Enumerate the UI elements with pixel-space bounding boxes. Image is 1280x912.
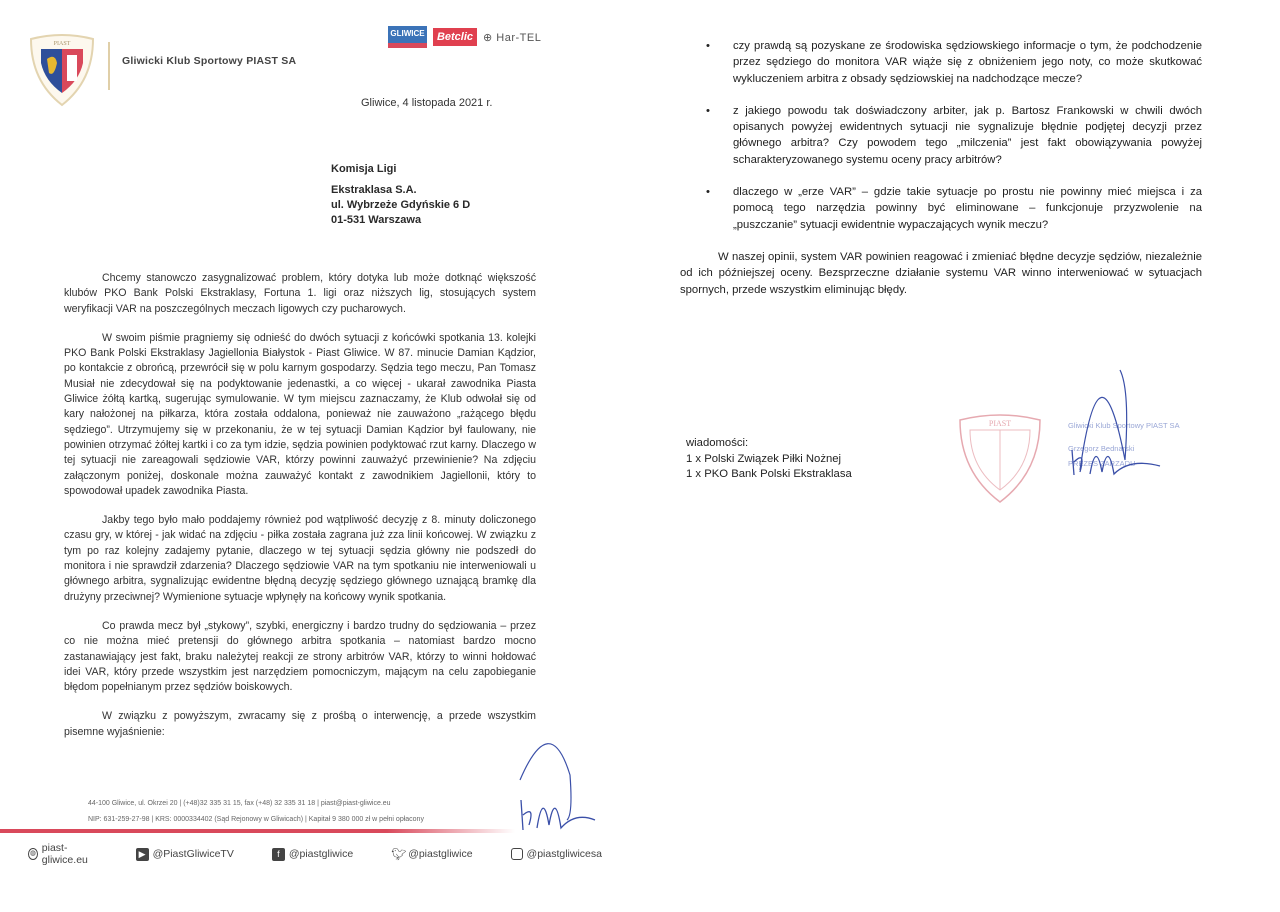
question-list bbox=[706, 38, 1202, 233]
stamp-text: PIAST bbox=[988, 419, 1012, 428]
social-links bbox=[28, 842, 640, 866]
signatory-title: PREZES ZARZĄDU bbox=[1068, 459, 1136, 468]
question-item bbox=[706, 38, 1202, 87]
cc-list bbox=[686, 436, 852, 483]
social-label: @PiastGliwiceTV bbox=[152, 848, 234, 860]
bullet-icon: • bbox=[706, 40, 710, 52]
social-twitter[interactable] bbox=[391, 842, 472, 866]
recipient-line: Komisja Ligi bbox=[331, 163, 397, 175]
social-facebook[interactable] bbox=[272, 842, 353, 866]
globe-icon: ⊕ bbox=[483, 31, 493, 44]
recipient-line: Ekstraklasa S.A. bbox=[331, 184, 417, 196]
instagram-icon bbox=[511, 848, 523, 860]
club-stamp bbox=[956, 412, 1044, 506]
social-label: @piastgliwice bbox=[288, 848, 354, 860]
sponsor-gliwice-logo: GLIWICE bbox=[388, 26, 427, 48]
recipient-line: ul. Wybrzeże Gdyńskie 6 D bbox=[331, 199, 471, 211]
paragraph: W związku z powyższym, zwracamy się z prośbą o interwencję, a przede wszystkim pisemne wyjaśnienie: bbox=[64, 710, 536, 738]
social-label: @piastgliwicesa bbox=[526, 848, 602, 860]
club-name: Gliwicki Klub Sportowy PIAST SA bbox=[122, 55, 297, 67]
letter-date: Gliwice, 4 listopada 2021 r. bbox=[361, 97, 493, 109]
bullet-icon: • bbox=[706, 186, 710, 199]
recipient-line: 01-531 Warszawa bbox=[331, 214, 422, 226]
social-youtube[interactable] bbox=[136, 842, 234, 866]
letter-body-page-1 bbox=[64, 271, 536, 754]
youtube-icon: ▶ bbox=[136, 848, 149, 861]
letter-body-page-2 bbox=[680, 38, 1202, 298]
closing-paragraph: W naszej opinii, system VAR powinien reagować i zmieniać błędne decyzje sędziów, niezależnie od ich późniejszej oceny. Bezsprzeczne działanie systemu VAR winno interweniować w sytuacjach spornych, przede wszystkim eliminując błędy. bbox=[680, 250, 1202, 296]
cc-item: 1 x PKO Bank Polski Ekstraklasa bbox=[686, 468, 852, 480]
social-instagram[interactable] bbox=[511, 842, 602, 866]
footer-divider bbox=[0, 829, 515, 833]
twitter-icon: 🐦︎ bbox=[391, 846, 407, 861]
globe-icon: ◍ bbox=[28, 848, 38, 860]
cc-heading: wiadomości: bbox=[686, 437, 749, 449]
footer-contact bbox=[88, 796, 424, 828]
question-item bbox=[706, 103, 1202, 168]
paragraph: Chcemy stanowczo zasygnalizować problem, który dotyka lub może dotknąć większość klubów PKO Bank Polski Ekstraklasy, Fortuna 1. ligi oraz niższych lig, stosujących system weryfikacji VAR na poszczególnych meczach ligowych czy pucharowych. bbox=[64, 272, 536, 315]
question-text: dlaczego w „erze VAR” – gdzie takie sytuacje po prostu nie powinny mieć miejsca i za pomocą tego narzędzia powinny być eliminowane – funkcjonuje przyzwolenie na „puszczanie” sytuacji ewidentnie wypaczających wynik meczu? bbox=[733, 186, 1202, 231]
signature-mark bbox=[515, 720, 615, 830]
question-item bbox=[706, 184, 1202, 233]
social-label: piast-gliwice.eu bbox=[41, 842, 88, 866]
sponsor-betclic-logo: Betclic bbox=[433, 28, 477, 46]
sponsor-logos bbox=[388, 26, 541, 48]
question-text: czy prawdą są pozyskane ze środowiska sędziowskiego informacje o tym, że podchodzenie przez sędziego do monitora VAR wiąże się z obniżeniem jego noty, co może skutkować wykluczeniem arbitra z obsady sędziowskiej na nadchodzące mecze? bbox=[733, 40, 1202, 85]
paragraph: Co prawda mecz był „stykowy”, szybki, energiczny i bardzo trudny do sędziowania – przez co nie można mieć pretensji do głównego arbitra spotkania – natomiast bardzo mocno zastanawiający jest fakt, braku należytej reakcji ze strony arbitrów VAR, którzy to winni hołdować idei VAR, który przede wszystkim jest narzędziem pomocniczym, mającym na celu zapobieganie błędom popełnianym przez sędziów boiskowych. bbox=[64, 619, 536, 694]
social-website[interactable] bbox=[28, 842, 98, 866]
signature-mark bbox=[1060, 350, 1210, 480]
recipient-address bbox=[331, 162, 470, 228]
facebook-icon: f bbox=[272, 848, 285, 861]
registry-line: NIP: 631-259-27-98 | KRS: 0000334402 (Sąd Rejonowy w Gliwicach) | Kapitał 9 380 000 zł w pełni opłacony bbox=[88, 816, 424, 823]
sponsor-hartel-logo bbox=[483, 31, 541, 44]
divider bbox=[108, 42, 110, 90]
contact-line: 44-100 Gliwice, ul. Okrzei 20 | (+48)32 335 31 15, fax (+48) 32 335 31 18 | piast@piast-gliwice.eu bbox=[88, 800, 391, 807]
bullet-icon: • bbox=[706, 104, 710, 117]
piast-crest-logo bbox=[27, 33, 97, 107]
svg-text:PIAST: PIAST bbox=[53, 41, 71, 47]
signatory-name: Grzegorz Bednarski bbox=[1068, 444, 1135, 453]
social-label: @piastgliwice bbox=[408, 848, 473, 860]
cc-item: 1 x Polski Związek Piłki Nożnej bbox=[686, 452, 842, 465]
paragraph: Jakby tego było mało poddajemy również pod wątpliwość decyzję z 8. minuty doliczonego czasu gry, w której - jak widać na zdjęciu - piłka została zagrana już zza linii końcowej. W związku z tym po raz kolejny zadajemy pytanie, dlaczego w tej sytuacji sędzia główny nie podszedł do monitora i nie sprawdził zdarzenia? Dlaczego sędziowie VAR na tym spotkaniu nie interweniowali u głównego arbitra, sygnalizując ewidentne błędną decyzję sędziego głównego uznającą bramkę dla drużyny przeciwnej? Wymienione sytuacje wpłynęły na końcowy wynik spotkania. bbox=[64, 514, 536, 603]
sponsor-hartel-label: Har-TEL bbox=[496, 31, 542, 44]
paragraph: W swoim piśmie pragniemy się odnieść do dwóch sytuacji z końcówki spotkania 13. kolejki PKO Bank Polski Ekstraklasy Jagiellonia Białystok - Piast Gliwice. W 87. minucie Damian Kądzior, po kontakcie z obrońcą, przewrócił się w polu karnym gospodarzy. Sędzia tego meczu, Pan Tomasz Musiał nie zdecydował się na podyktowanie jedenastki, a co więcej - ukarał zawodnika Piasta Gliwice żółtą kartką, sugerując symulowanie. W tym miejscu zaznaczamy, że Klub odwołał się od kary nałożonej na piłkarza, która została oddalona, ponieważ nie zauważono „rażącego błędu sędziego”. Utrzymujemy się w przekonaniu, że w tej sytuacji Damian Kądzior był faulowany, nie powinien otrzymać żółtej kartki i co za tym idzie, sędzia powinien podyktować rzut karny. Dlaczego w tej sytuacji nie zareagowali sędziowie VAR, którzy powinni zauważyć przewinienie? Na zdjęciu załączonym poniżej, doskonale można zauważyć kontakt z zawodnikiem Jagiellonii, który to spowodował upadek zawodnika Piasta. bbox=[64, 331, 536, 497]
question-text: z jakiego powodu tak doświadczony arbiter, jak p. Bartosz Frankowski w chwili dwóch opisanych powyżej ewidentnych sytuacji nie sygnalizuje błędnie podjętej decyzji przez głównego arbitra? Czy powodem tego „milczenia” jest fakt obowiązywania powyżej scharakteryzowanego systemu oceny pracy arbitrów? bbox=[733, 104, 1202, 166]
stamp-company: Gliwicki Klub Sportowy PIAST SA bbox=[1068, 421, 1180, 430]
